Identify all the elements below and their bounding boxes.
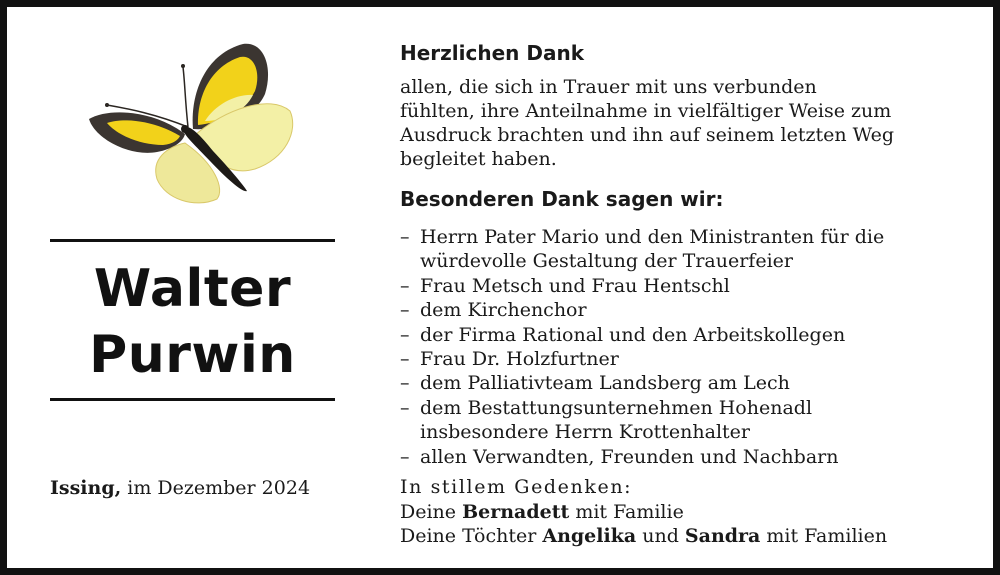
dash: – [400, 274, 410, 297]
signature-text: Deine [400, 500, 463, 523]
signature-text: und [636, 525, 685, 547]
dash: – [400, 348, 410, 371]
list-item [400, 274, 884, 298]
thanks-heading: Herzlichen Dank [400, 41, 585, 65]
list-item-text: würdevolle Gestaltung der Trauerfeier [420, 250, 793, 273]
list-item-text: der Firma Rational und den Arbeitskollegen [420, 323, 846, 346]
divider-bottom [50, 398, 335, 401]
closing-signature [400, 475, 887, 549]
list-item [400, 371, 884, 395]
deceased-first-name: Walter [93, 259, 292, 319]
signature-text: Deine Töchter [400, 525, 543, 547]
list-item [400, 323, 884, 347]
signature-name: Sandra [684, 525, 761, 547]
dash: – [400, 445, 410, 468]
intro-line: Ausdruck brachten und ihn auf seinem letzten Weg [400, 124, 895, 146]
memory-line: In stillem Gedenken: [400, 476, 633, 498]
list-item-text: dem Bestattungsunternehmen Hohenadl [420, 396, 813, 419]
list-item-text: insbesondere Herrn Krottenhalter [420, 421, 750, 444]
list-item-text: Frau Dr. Holzfurtner [420, 348, 619, 371]
list-item-text: Herrn Pater Mario und den Ministranten für die [420, 226, 885, 248]
list-item-text: dem Kirchenchor [420, 299, 587, 322]
list-item [400, 298, 884, 322]
list-item-text: allen Verwandten, Freunden und Nachbarn [420, 445, 839, 468]
deceased-last-name: Purwin [89, 325, 296, 385]
butterfly-icon [85, 39, 299, 211]
place: Issing, [50, 477, 122, 499]
thanks-intro [400, 75, 970, 171]
divider-top [50, 239, 335, 242]
list-item [400, 347, 884, 371]
special-thanks-list [400, 225, 884, 469]
list-item [400, 396, 884, 445]
dash: – [400, 226, 410, 248]
intro-line: begleitet haben. [400, 148, 557, 170]
special-thanks-heading: Besonderen Dank sagen wir: [400, 187, 724, 211]
intro-line: allen, die sich in Trauer mit uns verbunden [400, 76, 817, 98]
list-item [400, 445, 884, 469]
date: im Dezember 2024 [127, 477, 311, 499]
signature-text: mit Familien [760, 525, 888, 547]
dash: – [400, 396, 410, 419]
place-date [50, 477, 310, 499]
list-item-text: Frau Metsch und Frau Hentschl [420, 274, 730, 297]
dash: – [400, 299, 410, 322]
signature-name: Angelika [542, 525, 637, 547]
list-item [400, 225, 884, 274]
intro-line: fühlten, ihre Anteilnahme in vielfältiger Weise zum [400, 100, 892, 122]
list-item-text: dem Palliativteam Landsberg am Lech [420, 372, 790, 395]
dash: – [400, 323, 410, 346]
signature-text: mit Familie [569, 500, 684, 523]
signature-name: Bernadett [462, 500, 570, 523]
dash: – [400, 372, 410, 395]
